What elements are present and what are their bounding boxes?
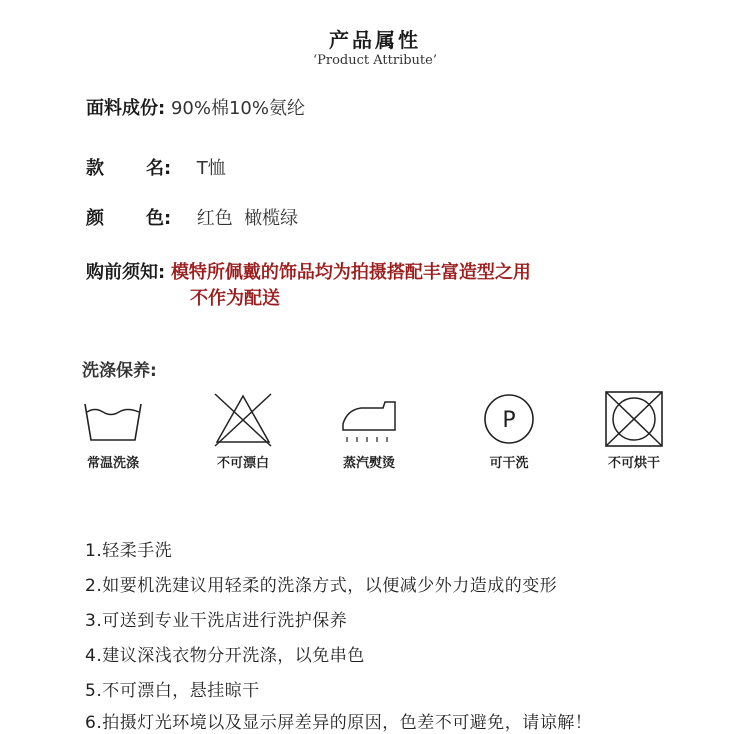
care-note-5: 5.不可漂白，悬挂晾干: [85, 681, 260, 701]
care-title: 洗涤保养:: [82, 361, 157, 381]
care-note-3: 3.可送到专业干洗店进行洗护保养: [85, 611, 348, 631]
care-label-wash: 常温洗涤: [86, 456, 139, 471]
name-row: [86, 156, 226, 182]
color-row: [86, 206, 298, 232]
care-item-tumble: [584, 390, 684, 471]
care-label-tumble: 不可烘干: [607, 456, 660, 471]
notice-line-2: 不作为配送: [190, 288, 280, 309]
color-value: 红色 橄榄绿: [196, 208, 299, 229]
no-bleach-icon: [211, 390, 275, 448]
fabric-label: 面料成份:: [86, 98, 166, 119]
notice-label: 购前须知:: [86, 262, 166, 283]
color-label-first: 颜: [86, 208, 104, 229]
care-item-bleach: [193, 390, 293, 471]
page-title: 产品属性: [329, 28, 421, 52]
care-label-dryclean: 可干洗: [489, 456, 529, 471]
care-item-wash: [63, 390, 163, 471]
fabric-value: 90%棉10%氨纶: [170, 98, 305, 119]
care-note-6: 6.拍摄灯光环境以及显示屏差异的原因，色差不可避免，请谅解！: [85, 713, 593, 733]
care-label-bleach: 不可漂白: [216, 456, 269, 471]
dry-clean-symbol: P: [502, 408, 516, 433]
steam-iron-icon: [337, 390, 401, 448]
notice-row-2: [190, 286, 280, 312]
dry-clean-p-icon: [477, 390, 541, 448]
name-label-first: 款: [86, 158, 104, 179]
notice-row: [86, 260, 531, 286]
care-note-4: 4.建议深浅衣物分开洗涤，以免串色: [85, 646, 365, 666]
care-label-iron: 蒸汽熨烫: [342, 456, 395, 471]
page-subtitle: ‘Product Attribute’: [313, 53, 437, 68]
care-note-2: 2.如要机洗建议用轻柔的洗涤方式，以便减少外力造成的变形: [85, 576, 558, 596]
no-tumble-dry-icon: [602, 390, 666, 448]
notice-line-1: 模特所佩戴的饰品均为拍摄搭配丰富造型之用: [170, 262, 531, 283]
care-item-dryclean: [459, 390, 559, 471]
care-item-iron: [319, 390, 419, 471]
wash-tub-icon: [81, 390, 145, 448]
fabric-row: [86, 96, 305, 122]
name-value: T恤: [196, 158, 226, 179]
name-label-second: 名:: [146, 158, 172, 179]
care-note-1: 1.轻柔手洗: [85, 541, 173, 561]
color-label-second: 色:: [146, 208, 172, 229]
